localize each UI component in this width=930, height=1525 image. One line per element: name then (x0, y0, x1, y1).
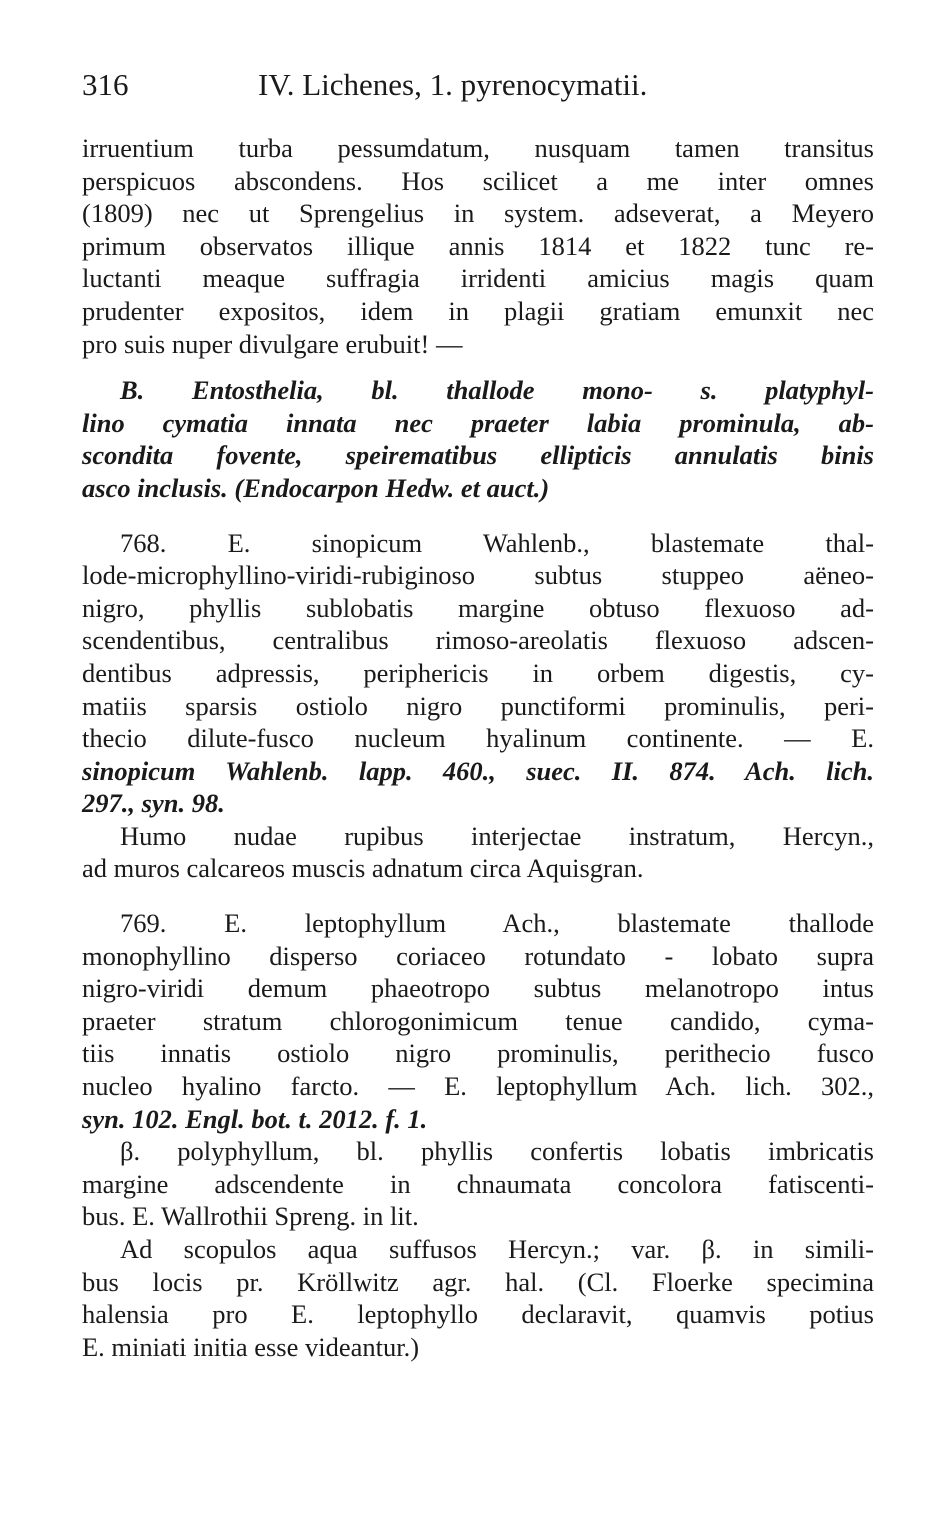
running-head (82, 62, 874, 108)
running-title: IV. Lichenes, 1. pyrenocymatii. (258, 67, 648, 102)
text-line: thecio dilute-fusco nucleum hyalinum continente. — E. (82, 723, 874, 754)
text-line: perspicuos abscondens. Hos scilicet a me inter omnes (82, 165, 874, 196)
text-line: bus. E. Wallrothii Spreng. in lit. (82, 1201, 419, 1232)
text-line: tiis innatis ostiolo nigro prominulis, perithecio fusco (82, 1038, 874, 1069)
text-line: nigro, phyllis sublobatis margine obtuso flexuoso ad- (82, 592, 874, 623)
text-line: asco inclusis. (Endocarpon Hedw. et auct.) (82, 472, 550, 503)
text-line: scondita fovente, speirematibus ellipticis annulatis binis (82, 440, 874, 471)
text-line: luctanti meaque suffragia irridenti amicius magis quam (82, 263, 874, 294)
text-line: nigro-viridi demum phaeotropo subtus melanotropo intus (82, 973, 874, 1004)
book-page (82, 62, 874, 1363)
text-line: β. polyphyllum, bl. phyllis confertis lobatis imbricatis (120, 1136, 874, 1167)
text-line: scendentibus, centralibus rimoso-areolatis flexuoso adscen- (82, 625, 874, 656)
text-line: ad muros calcareos muscis adnatum circa Aquisgran. (82, 853, 644, 884)
body-text (82, 132, 874, 1363)
text-line: nucleo hyalino farcto. — E. leptophyllum Ach. lich. 302., (82, 1071, 874, 1102)
paragraph-intro (82, 132, 874, 360)
text-line: B. Entosthelia, bl. thallode mono- s. platyphyl- (120, 375, 874, 406)
paragraph-habitat-768 (82, 820, 874, 885)
text-line: pro suis nuper divulgare erubuit! — (82, 328, 463, 359)
page-number: 316 (82, 67, 129, 102)
text-line: Humo nudae rupibus interjectae instratum, Hercyn., (120, 820, 874, 851)
text-line: (1809) nec ut Sprengelius in system. adseverat, a Meyero (82, 198, 874, 229)
paragraph-variety-beta (82, 1135, 874, 1233)
text-line: 768. E. sinopicum Wahlenb., blastemate thal- (120, 527, 874, 558)
paragraph-species-768 (82, 527, 874, 820)
text-line: prudenter expositos, idem in plagii gratiam emunxit nec (82, 295, 874, 326)
text-line: margine adscendente in chnaumata concolora fatiscenti- (82, 1168, 874, 1199)
text-line: lino cymatia innata nec praeter labia prominula, ab- (82, 407, 874, 438)
text-line: irruentium turba pessumdatum, nusquam tamen transitus (82, 133, 874, 163)
text-line: sinopicum Wahlenb. lapp. 460., suec. II. 874. Ach. lich. (82, 755, 874, 786)
text-line: bus locis pr. Kröllwitz agr. hal. (Cl. Floerke specimina (82, 1266, 874, 1297)
text-line: Ad scopulos aqua suffusos Hercyn.; var. β. in simili- (120, 1234, 874, 1264)
text-line: dentibus adpressis, periphericis in orbem digestis, cy- (82, 657, 874, 688)
paragraph-section-b (82, 374, 874, 504)
paragraph-species-769 (82, 907, 874, 1135)
text-line: 297., syn. 98. (82, 788, 225, 819)
text-line: lode-microphyllino-viridi-rubiginoso subtus stuppeo aëneo- (82, 560, 874, 591)
text-line: matiis sparsis ostiolo nigro punctiformi prominulis, peri- (82, 690, 874, 721)
text-line: monophyllino disperso coriaceo rotundato - lobato supra (82, 940, 874, 971)
text-line: 769. E. leptophyllum Ach., blastemate thallode (120, 908, 874, 939)
text-line: E. miniati initia esse videantur.) (82, 1331, 420, 1362)
text-line: halensia pro E. leptophyllo declaravit, quamvis potius (82, 1299, 874, 1330)
text-line: primum observatos illique annis 1814 et 1822 tunc re- (82, 230, 874, 261)
paragraph-habitat-769 (82, 1233, 874, 1363)
text-line: syn. 102. Engl. bot. t. 2012. f. 1. (82, 1103, 428, 1134)
text-line: praeter stratum chlorogonimicum tenue candido, cyma- (82, 1005, 874, 1036)
